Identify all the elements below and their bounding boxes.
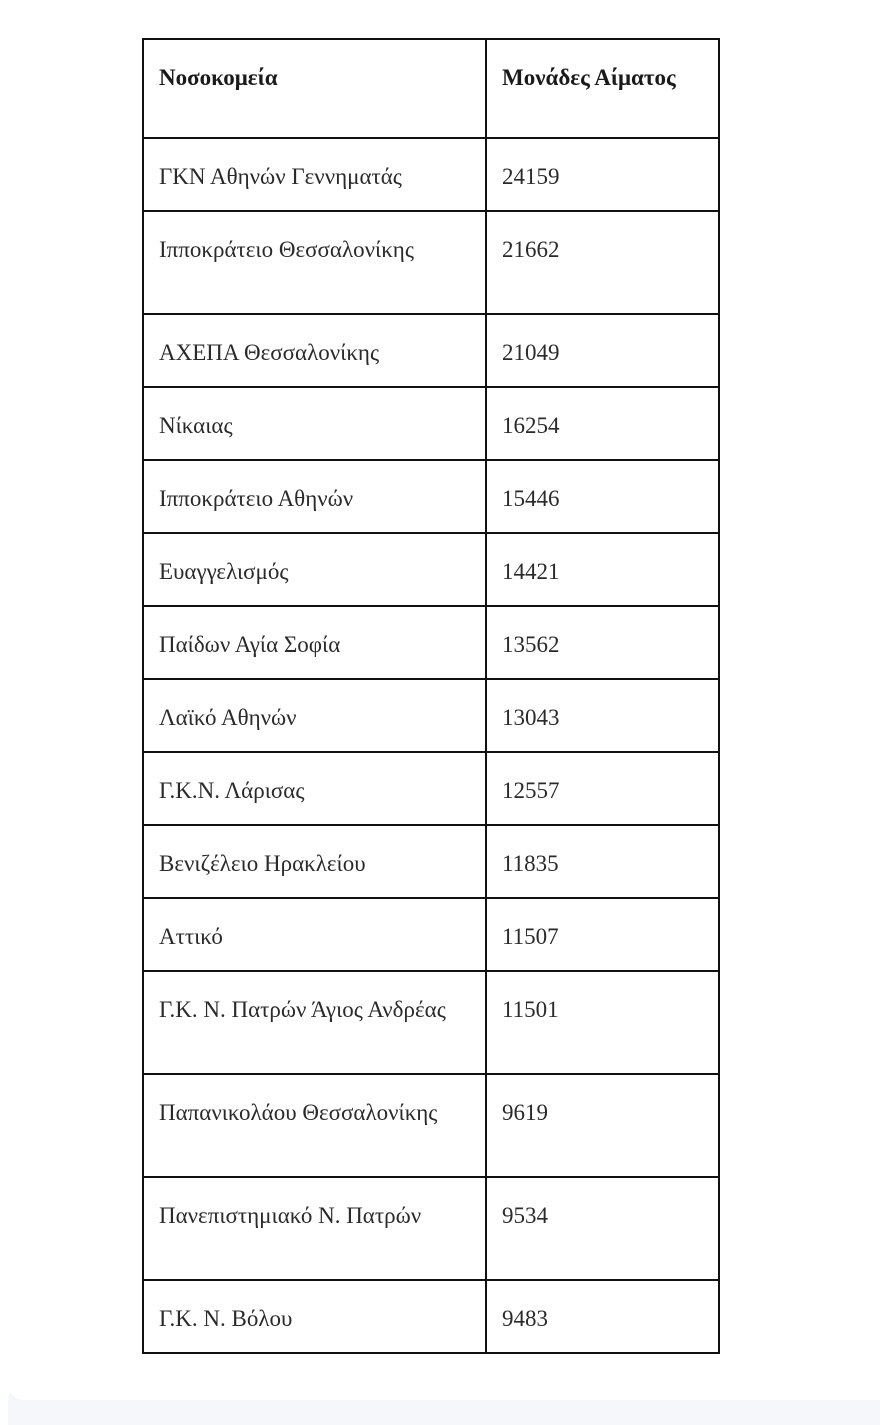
hospital-name: ΓΚΝ Αθηνών Γεννηματάς — [143, 138, 486, 211]
table-row — [143, 460, 719, 533]
blood-units-value: 9619 — [486, 1074, 719, 1177]
table-row — [143, 1280, 719, 1353]
blood-units-value: 24159 — [486, 138, 719, 211]
blood-units-value: 13043 — [486, 679, 719, 752]
blood-units-value: 11835 — [486, 825, 719, 898]
table-row — [143, 679, 719, 752]
hospital-name: Παίδων Αγία Σοφία — [143, 606, 486, 679]
table-row — [143, 1177, 719, 1280]
header-hospitals: Νοσοκομεία — [143, 39, 486, 138]
hospital-name: Γ.Κ.Ν. Λάρισας — [143, 752, 486, 825]
table-row — [143, 606, 719, 679]
hospital-name: Λαϊκό Αθηνών — [143, 679, 486, 752]
hospital-name: Γ.Κ. Ν. Βόλου — [143, 1280, 486, 1353]
blood-units-value: 21049 — [486, 314, 719, 387]
blood-units-value: 11501 — [486, 971, 719, 1074]
blood-units-value: 14421 — [486, 533, 719, 606]
hospital-name: Νίκαιας — [143, 387, 486, 460]
table-row — [143, 898, 719, 971]
blood-units-value: 9534 — [486, 1177, 719, 1280]
blood-units-table — [142, 38, 720, 1354]
table-row — [143, 825, 719, 898]
table-row — [143, 211, 719, 314]
hospital-name: Ιπποκράτειο Θεσσαλονίκης — [143, 211, 486, 314]
hospital-name: Πανεπιστημιακό Ν. Πατρών — [143, 1177, 486, 1280]
content-card-bottom — [8, 1370, 880, 1400]
blood-units-value: 21662 — [486, 211, 719, 314]
table-row — [143, 752, 719, 825]
blood-units-value: 12557 — [486, 752, 719, 825]
hospital-name: Παπανικολάου Θεσσαλονίκης — [143, 1074, 486, 1177]
hospital-name: Ιπποκράτειο Αθηνών — [143, 460, 486, 533]
table-row — [143, 387, 719, 460]
table-header-row — [143, 39, 719, 138]
hospital-name: Γ.Κ. Ν. Πατρών Άγιος Ανδρέας — [143, 971, 486, 1074]
blood-units-value: 13562 — [486, 606, 719, 679]
table-row — [143, 314, 719, 387]
blood-units-value: 11507 — [486, 898, 719, 971]
table-row — [143, 138, 719, 211]
table-row — [143, 1074, 719, 1177]
hospital-name: Βενιζέλειο Ηρακλείου — [143, 825, 486, 898]
hospital-name: Ευαγγελισμός — [143, 533, 486, 606]
blood-units-value: 16254 — [486, 387, 719, 460]
hospital-name: Αττικό — [143, 898, 486, 971]
hospital-name: ΑΧΕΠΑ Θεσσαλονίκης — [143, 314, 486, 387]
blood-units-value: 15446 — [486, 460, 719, 533]
header-blood-units: Μονάδες Αίματος — [486, 39, 719, 138]
table-row — [143, 533, 719, 606]
table-row — [143, 971, 719, 1074]
blood-units-value: 9483 — [486, 1280, 719, 1353]
